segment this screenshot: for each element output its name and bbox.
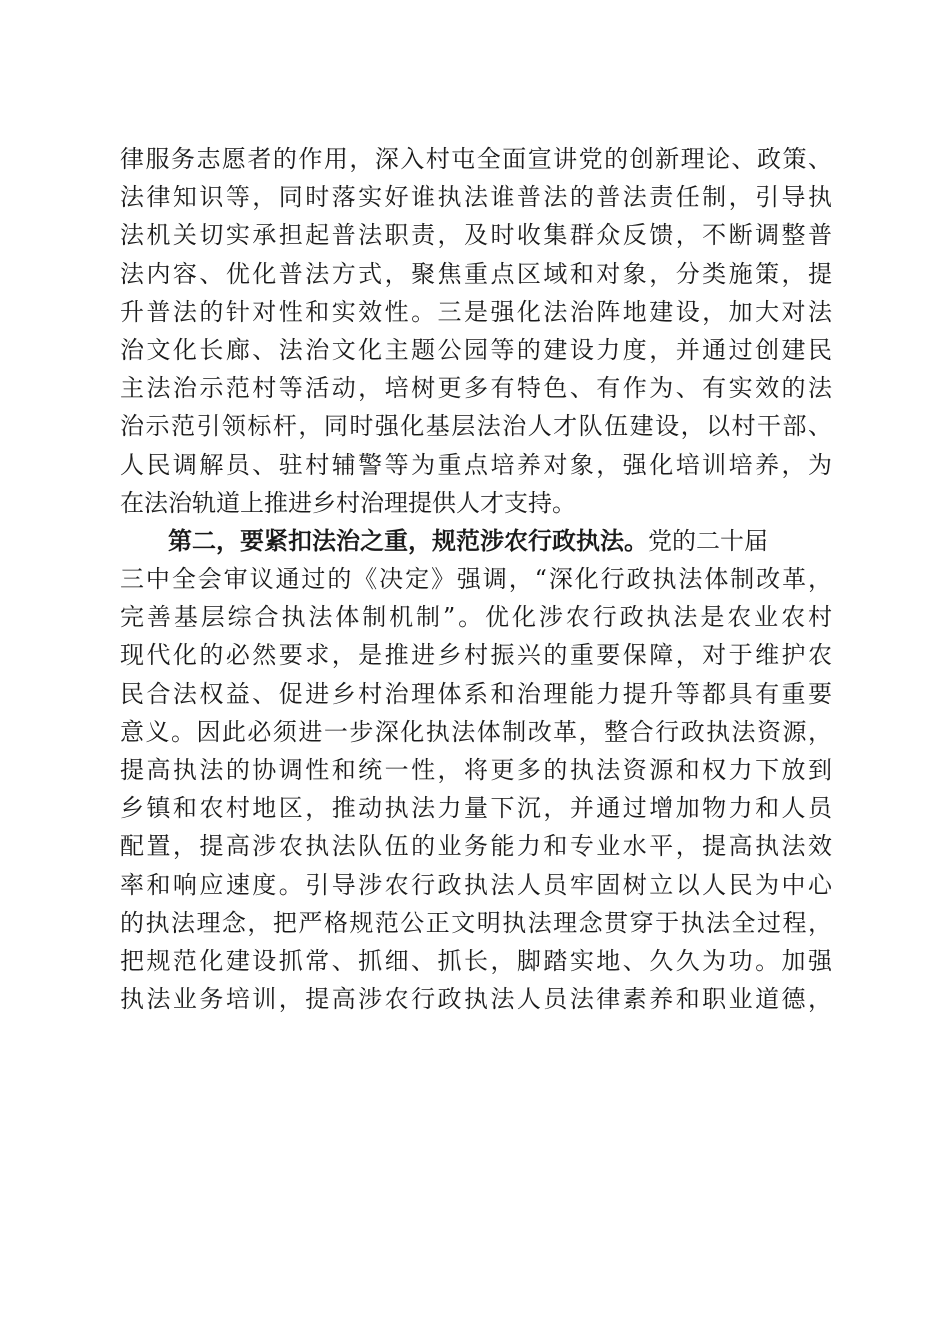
text-line: 法机关切实承担起普法职责，及时收集群众反馈，不断调整普 xyxy=(120,221,832,250)
text-line: 人民调解员、驻村辅警等为重点培养对象，强化培训培养，为 xyxy=(120,450,832,479)
text-line: 的执法理念，把严格规范公正文明执法理念贯穿于执法全过程， xyxy=(120,908,832,937)
paragraph-2 xyxy=(120,522,832,1018)
text-line: 配置，提高涉农执法队伍的业务能力和专业水平，提高执法效 xyxy=(120,832,832,861)
text-line: 率和响应速度。引导涉农行政执法人员牢固树立以人民为中心 xyxy=(120,870,832,899)
text-line: 律服务志愿者的作用，深入村屯全面宣讲党的创新理论、政策、 xyxy=(120,145,832,173)
section-heading: 第二，要紧扣法治之重，规范涉农行政执法。 xyxy=(168,525,648,555)
text-line: 完善基层综合执法体制机制”。优化涉农行政执法是农业农村 xyxy=(120,603,832,632)
text-line: 意义。因此必须进一步深化执法体制改革，整合行政执法资源， xyxy=(120,717,832,746)
text-line: 升普法的针对性和实效性。三是强化法治阵地建设，加大对法 xyxy=(120,297,832,326)
text-line: 法律知识等，同时落实好谁执法谁普法的普法责任制，引导执 xyxy=(120,183,832,212)
text-line: 现代化的必然要求，是推进乡村振兴的重要保障，对于维护农 xyxy=(120,641,832,670)
text-line: 主法治示范村等活动，培树更多有特色、有作为、有实效的法 xyxy=(120,374,832,403)
paragraph-first-line xyxy=(120,522,832,560)
paragraph-1 xyxy=(120,140,832,522)
text-line: 执法业务培训，提高涉农行政执法人员法律素养和职业道德， xyxy=(120,985,832,1014)
text-line-rest: 党的二十届 xyxy=(648,526,768,555)
text-line: 法内容、优化普法方式，聚焦重点区域和对象，分类施策，提 xyxy=(120,259,832,288)
text-line: 把规范化建设抓常、抓细、抓长，脚踏实地、久久为功。加强 xyxy=(120,946,832,975)
text-line: 乡镇和农村地区，推动执法力量下沉，并通过增加物力和人员 xyxy=(120,794,832,823)
text-line: 提高执法的协调性和统一性，将更多的执法资源和权力下放到 xyxy=(120,756,832,784)
text-line: 民合法权益、促进乡村治理体系和治理能力提升等都具有重要 xyxy=(120,679,832,708)
text-line: 在法治轨道上推进乡村治理提供人才支持。 xyxy=(120,488,576,517)
document-body xyxy=(120,140,832,1018)
text-line: 治示范引领标杆，同时强化基层法治人才队伍建设，以村干部、 xyxy=(120,412,832,441)
text-line: 治文化长廊、法治文化主题公园等的建设力度，并通过创建民 xyxy=(120,335,832,364)
text-line: 三中全会审议通过的《决定》强调，“深化行政执法体制改革， xyxy=(120,565,832,594)
